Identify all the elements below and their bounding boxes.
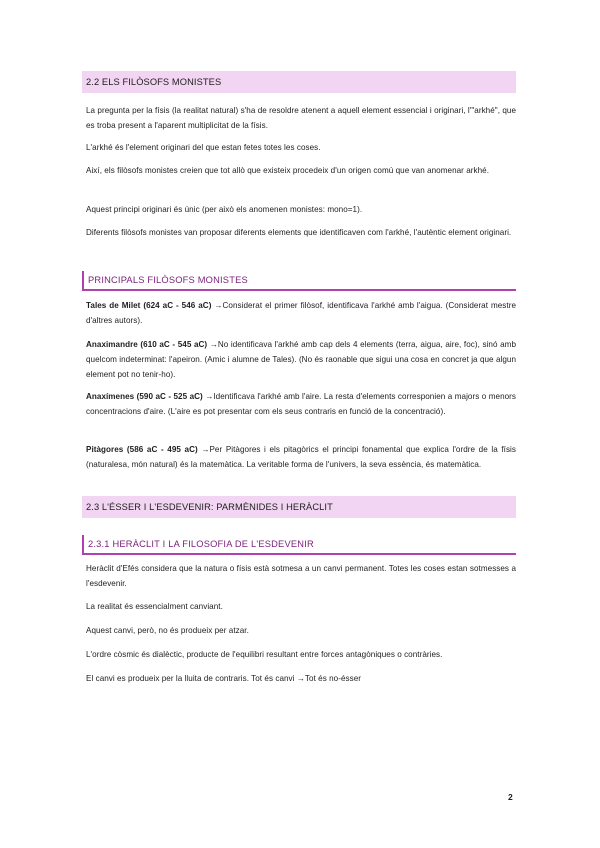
- paragraph: Aquest principi originari és únic (per això els anomenen monistes: mono=1).: [86, 205, 363, 214]
- paragraph: La realitat és essencialment canviant.: [86, 602, 223, 611]
- paragraph: Heràclit d'Efés considera que la natura o físis està sotmesa a un canvi permanent. Totes les coses estan sotmesses a l'esdevenir.: [86, 564, 516, 589]
- subsection-heading-principals: PRINCIPALS FILÒSOFS MONISTES: [82, 271, 516, 291]
- paragraph: Així, els filòsofs monistes creien que tot allò que existeix procedeix d'un origen comú que van anomenar arkhé.: [86, 166, 490, 175]
- page-number: 2: [508, 792, 513, 802]
- subsection-heading-2-3-1: 2.3.1 HERÀCLIT I LA FILOSOFIA DE L'ESDEVENIR: [82, 535, 516, 555]
- philosopher-anaximandre: Anaximandre (610 aC - 545 aC) →No identificava l'arkhé amb cap dels 4 elements (terra, aigua, aire, foc), sinó amb quelcom indeterminat: l'apeiron. (Amic i alumne de Tales). (No és raonable que sigui una cosa en concret ja que algun element pot no tenir-ho).: [86, 340, 517, 380]
- paragraph: El canvi es produeix per la lluita de contraris. Tot és canvi →Tot és no-ésser: [86, 674, 362, 683]
- section-heading-2-3: 2.3 L'ÉSSER I L'ESDEVENIR: PARMÈNIDES I HERÀCLIT: [82, 496, 516, 518]
- paragraph: L'arkhé és l'element originari del que estan fetes totes les coses.: [86, 143, 321, 152]
- paragraph: Diferents filòsofs monistes van proposar diferents elements que identificaven com l'arkhé, l'autèntic element originari.: [86, 228, 512, 237]
- philosopher-pitagores: Pitàgores (586 aC - 495 aC) →Per Pitàgores i els pitagòrics el principi fonamental que explica l'ordre de la físis (naturalesa, món natural) és la matemàtica. La veritable forma de l'univers, la seva essència, és matemàtica.: [86, 445, 516, 470]
- philosopher-tales: Tales de Milet (624 aC - 546 aC) →Considerat el primer filòsof, identificava l'arkhé amb l'aigua. (Considerat mestre d'altres autors).: [86, 301, 516, 326]
- section-heading-2-2: 2.2 ELS FILÒSOFS MONISTES: [82, 71, 516, 93]
- philosopher-anaximenes: Anaxímenes (590 aC - 525 aC) →Identificava l'arkhé amb l'aire. La resta d'elements corresponien a majors o menors concentracions d'aire. (L'aire es pot presentar com els seus contraris en funció de la concentració).: [86, 392, 517, 417]
- paragraph: Aquest canvi, però, no és produeix per atzar.: [86, 626, 249, 635]
- paragraph: La pregunta per la físis (la realitat natural) s'ha de resoldre atenent a aquell element essencial i originari, l'"arkhé", que es troba present a l'aparent multiplicitat de la físis.: [86, 106, 516, 131]
- paragraph: L'ordre còsmic és dialèctic, producte de l'equilibri resultant entre forces antagòniques o contràries.: [86, 650, 443, 659]
